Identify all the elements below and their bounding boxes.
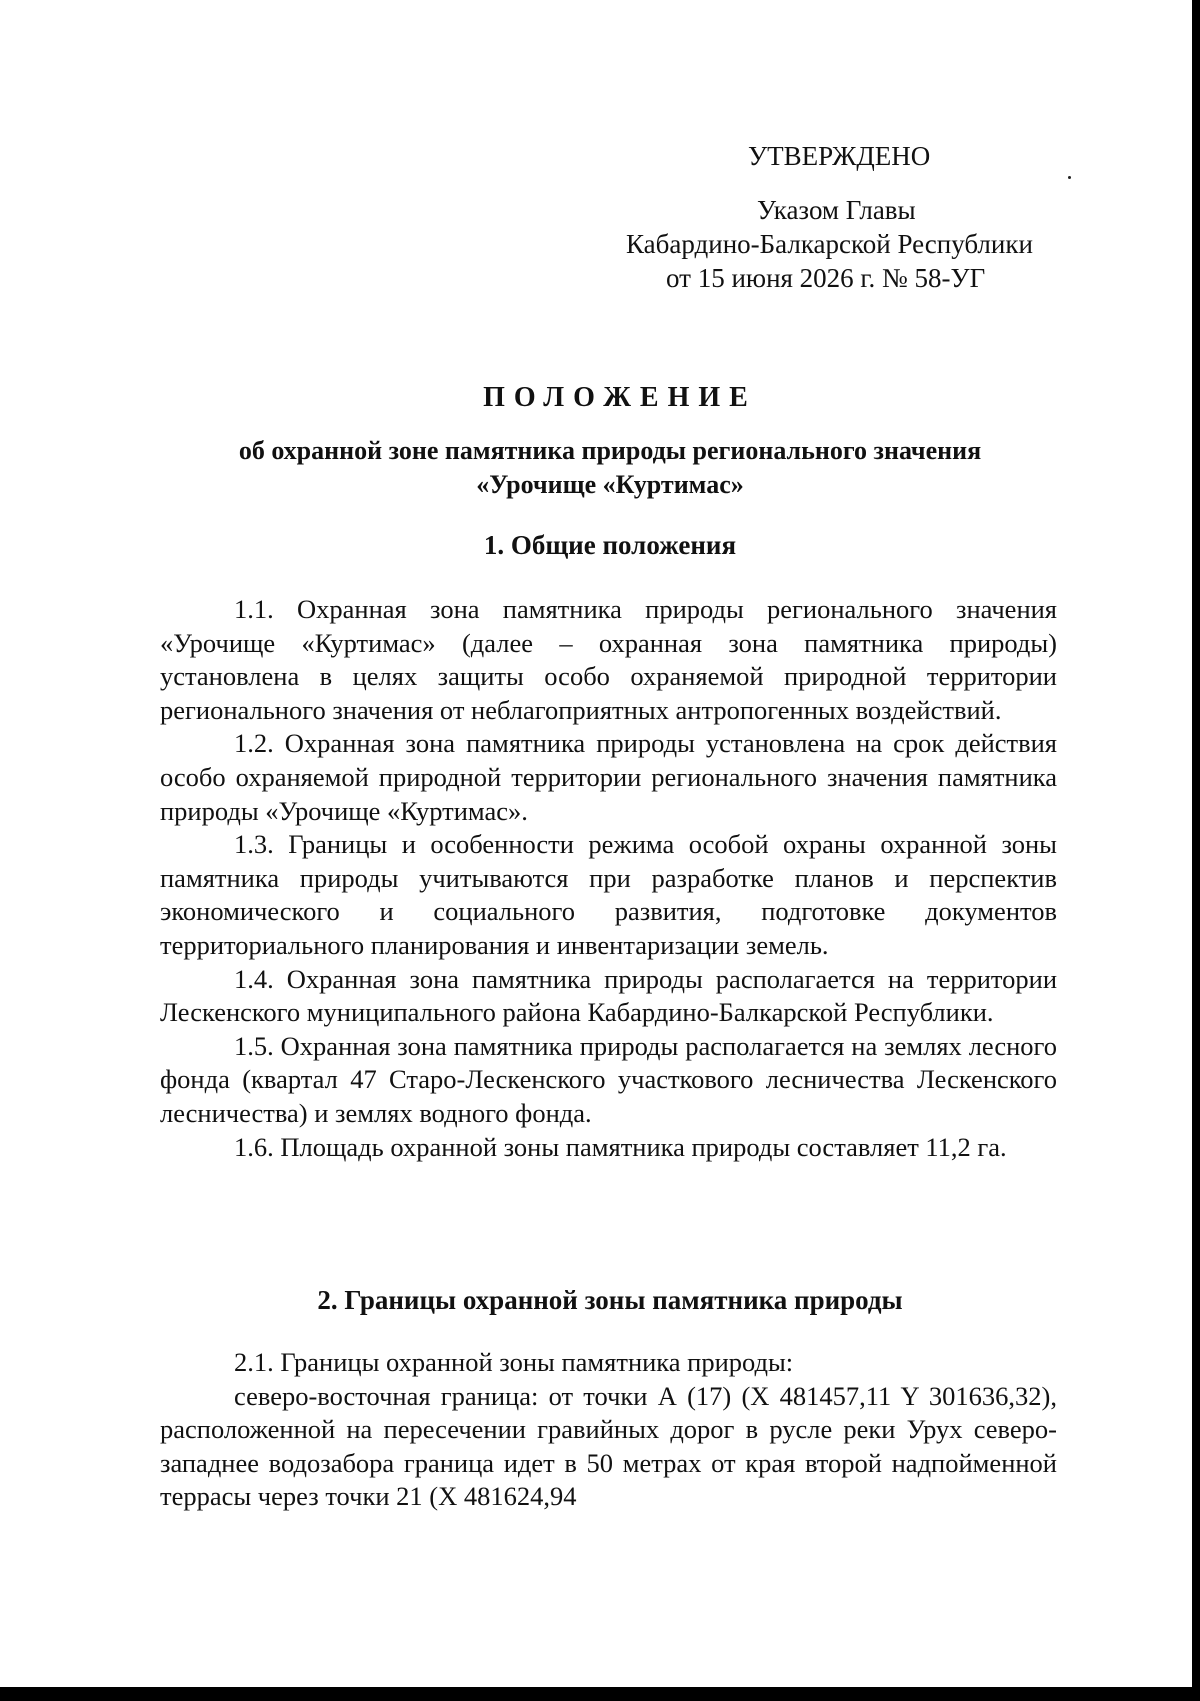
paragraph: северо-восточная граница: от точки А (17) (X 481457,11 Y 301636,32), расположенной на пересечении гравийных дорог в русле реки Урух северо-западнее водозабора граница идет в 50 метрах от края второй надпойменной террасы через точки 21 (X 481624,94 xyxy=(160,1380,1057,1512)
scan-edge-right xyxy=(1192,0,1200,1701)
section-body xyxy=(160,1346,1057,1514)
scan-edge-bottom xyxy=(0,1687,1200,1701)
paragraph: 1.4. Охранная зона памятника природы располагается на территории Лескенского муниципального района Кабардино-Балкарской Республики. xyxy=(160,963,1057,1028)
subtitle-line: «Урочище «Куртимас» xyxy=(476,470,744,499)
section-heading: 1. Общие положения xyxy=(483,530,737,560)
paragraph: 1.3. Границы и особенности режима особой охраны охранной зоны памятника природы учитываются при разработке планов и перспектив экономического и социального развития, подготовке документов территориального планирования и инвентаризации земель. xyxy=(160,829,1057,960)
scan-speck xyxy=(1068,176,1071,179)
section-body xyxy=(160,593,1057,1164)
approval-line-decree: Указом Главы xyxy=(757,195,916,225)
paragraph: 1.5. Охранная зона памятника природы располагается на землях лесного фонда (квартал 47 Старо-Лескенского участкового лесничества Лескенского лесничества) и землях водного фонда. xyxy=(160,1030,1057,1128)
document-title: ПОЛОЖЕНИЕ xyxy=(483,382,757,413)
paragraph: 1.6. Площадь охранной зоны памятника природы составляет 11,2 га. xyxy=(234,1131,1007,1162)
paragraph: 1.2. Охранная зона памятника природы установлена на срок действия особо охраняемой природной территории регионального значения памятника природы «Урочище «Куртимас». xyxy=(160,728,1057,826)
subtitle-line: об охранной зоне памятника природы регионального значения xyxy=(238,436,982,465)
document-subtitle xyxy=(150,434,1070,502)
section-heading: 2. Границы охранной зоны памятника природы xyxy=(317,1285,903,1315)
approval-line-date: от 15 июня 2026 г. № 58-УГ xyxy=(666,263,986,293)
approval-line-republic: Кабардино-Балкарской Республики xyxy=(626,229,1033,259)
paragraph: 2.1. Границы охранной зоны памятника природы: xyxy=(234,1347,794,1377)
approval-stamp-title: УТВЕРЖДЕНО xyxy=(748,141,931,171)
paragraph: 1.1. Охранная зона памятника природы регионального значения «Урочище «Куртимас» (далее – охранная зона памятника природы) установлена в целях защиты особо охраняемой природной территории регионального значения от неблагоприятных антропогенных воздействий. xyxy=(160,594,1057,725)
